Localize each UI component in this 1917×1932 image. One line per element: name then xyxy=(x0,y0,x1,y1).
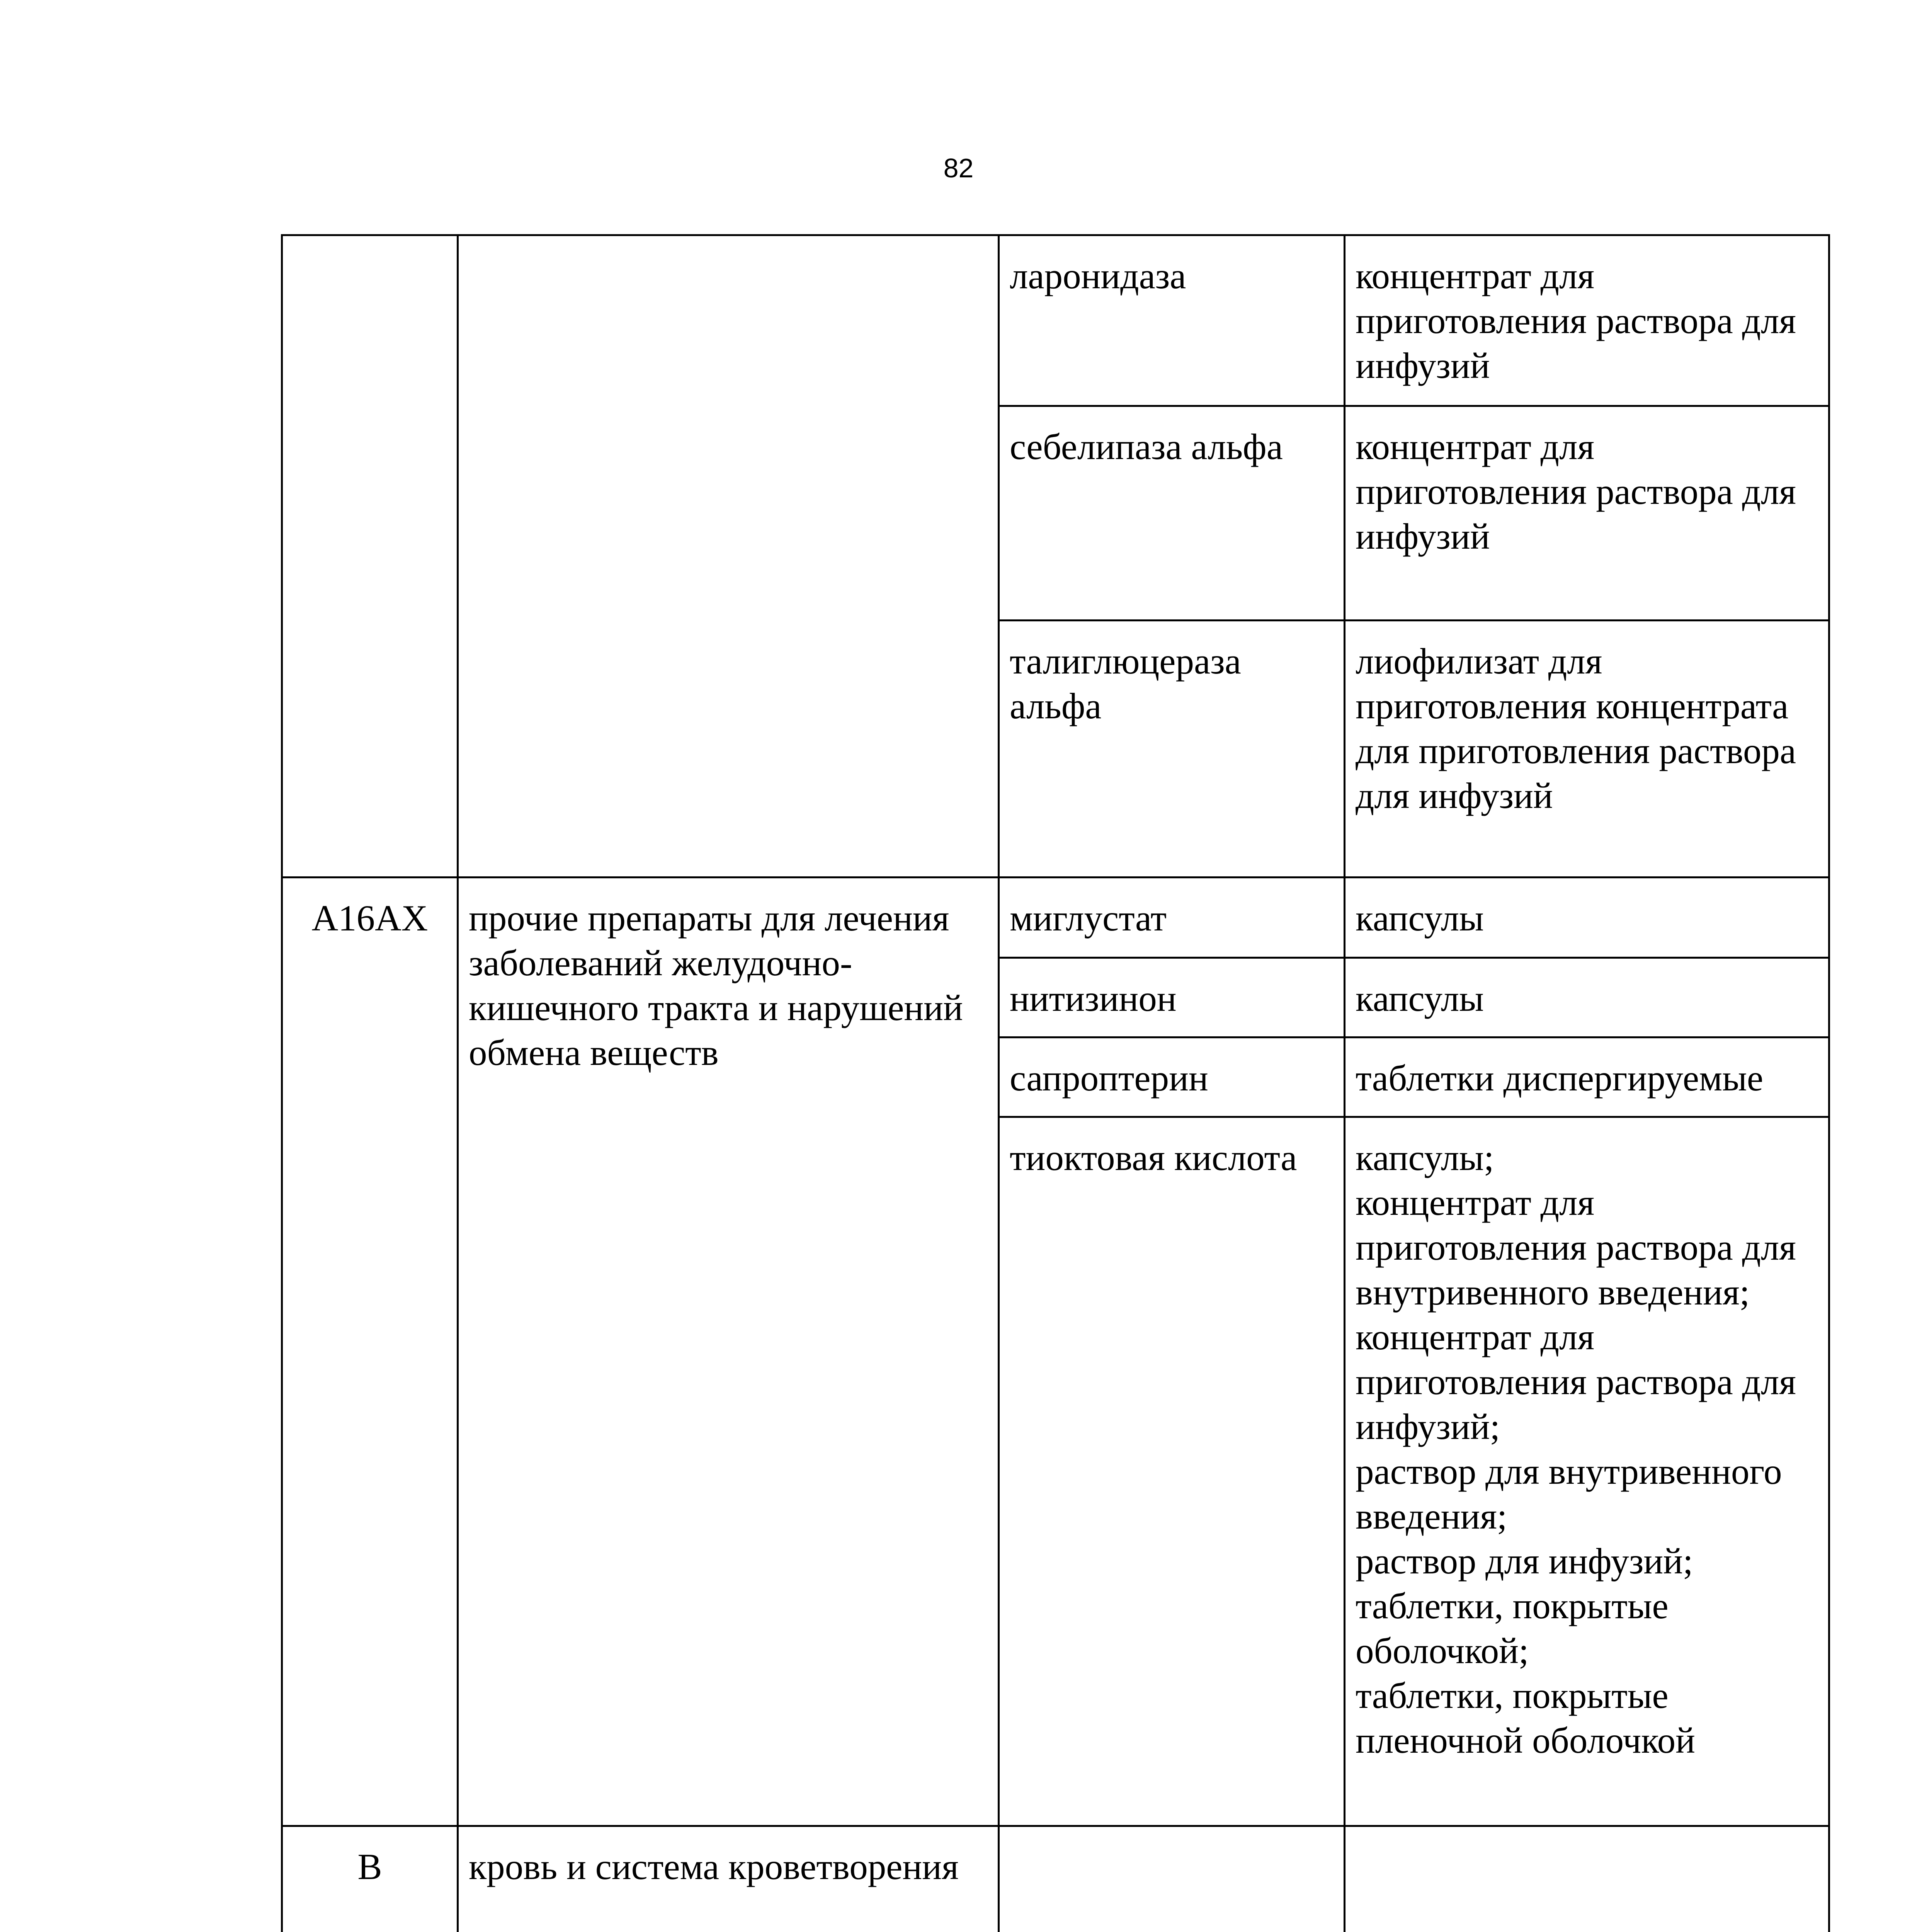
table-body xyxy=(282,235,1829,1932)
dosage-form-cell xyxy=(1345,958,1829,1037)
drug-name-cell: миглустат xyxy=(999,878,1345,958)
drug-name-cell: ларонидаза xyxy=(999,235,1345,406)
dosage-form-cell xyxy=(1345,878,1829,958)
drug-name-cell: талиглюцераза альфа xyxy=(999,621,1345,878)
drug-name-cell: тиоктовая кислота xyxy=(999,1117,1345,1826)
dosage-form-line: концентрат для приготовления раствора для инфузий xyxy=(1356,426,1796,557)
dosage-form-line: концентрат для приготовления раствора для инфузий xyxy=(1356,255,1796,386)
dosage-form-line: капсулы xyxy=(1356,978,1484,1019)
dosage-form-cell xyxy=(1345,621,1829,878)
atc-code-cell xyxy=(282,235,458,878)
table-row xyxy=(282,235,1829,406)
drug-table xyxy=(281,234,1830,1932)
dosage-form-line: таблетки, покрытые пленочной оболочкой xyxy=(1356,1675,1695,1761)
dosage-form-line: капсулы; xyxy=(1356,1137,1494,1178)
dosage-form-cell xyxy=(1345,1117,1829,1826)
dosage-form-cell xyxy=(1345,235,1829,406)
page-number: 82 xyxy=(943,153,974,183)
dosage-form-line: таблетки диспергируемые xyxy=(1356,1058,1764,1099)
dosage-form-cell xyxy=(1345,1826,1829,1932)
dosage-form-line: лиофилизат для приготовления концентрата для приготовления раствора для инфузий xyxy=(1356,641,1796,816)
drug-name-cell: себелипаза альфа xyxy=(999,406,1345,621)
dosage-form-line: концентрат для приготовления раствора для внутривенного введения; xyxy=(1356,1182,1796,1313)
anatomical-therapeutic-group-cell: прочие препараты для лечения заболеваний желудочно-кишечного тракта и нарушений обмена веществ xyxy=(458,878,999,1826)
anatomical-therapeutic-group-cell xyxy=(458,235,999,878)
dosage-form-line: капсулы xyxy=(1356,898,1484,939)
drug-name-cell: сапроптерин xyxy=(999,1037,1345,1117)
dosage-form-line: таблетки, покрытые оболочкой; xyxy=(1356,1585,1669,1671)
drug-name-cell xyxy=(999,1826,1345,1932)
dosage-form-line: раствор для инфузий; xyxy=(1356,1541,1693,1582)
dosage-form-cell xyxy=(1345,1037,1829,1117)
table-row xyxy=(282,878,1829,958)
table-row xyxy=(282,1826,1829,1932)
dosage-form-line: раствор для внутривенного введения; xyxy=(1356,1451,1782,1537)
drug-name-cell: нитизинон xyxy=(999,958,1345,1037)
atc-code-cell: A16AX xyxy=(282,878,458,1826)
dosage-form-cell xyxy=(1345,406,1829,621)
anatomical-therapeutic-group-cell: кровь и система кроветворения xyxy=(458,1826,999,1932)
dosage-form-line: концентрат для приготовления раствора для инфузий; xyxy=(1356,1316,1796,1447)
atc-code-cell: B xyxy=(282,1826,458,1932)
